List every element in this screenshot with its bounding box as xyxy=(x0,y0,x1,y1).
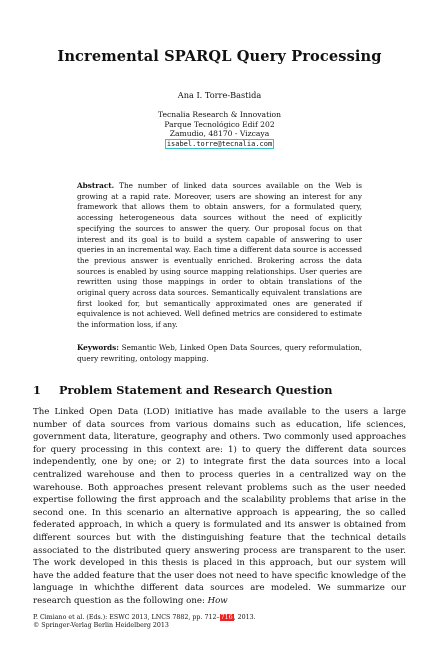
keywords xyxy=(77,343,362,364)
citation-line: P. Cimiano et al. (Eds.): ESWC 2013, LNCS 7882, pp. 712–716, 2013. xyxy=(33,614,256,621)
section-title: Problem Statement and Research Question xyxy=(59,383,333,397)
affiliation-line: Zamudio, 48170 - Vizcaya xyxy=(169,129,270,139)
author-name: Ana I. Torre-Bastida xyxy=(177,90,262,100)
affiliation-line: Parque Tecnológico Edif 202 xyxy=(164,119,275,129)
section-heading xyxy=(33,383,413,397)
body-text-italic: How xyxy=(207,595,228,606)
keywords-text: Semantic Web, Linked Open Data Sources, query reformulation, query rewriting, ontology mapping. xyxy=(77,343,363,363)
copyright-line: © Springer-Verlag Berlin Heidelberg 2013 xyxy=(33,622,169,630)
affiliation xyxy=(0,110,439,149)
abstract xyxy=(77,181,362,331)
body-paragraph xyxy=(33,406,406,608)
author-email-link[interactable]: isabel.torre@tecnalia.com xyxy=(166,139,273,148)
section-number: 1 xyxy=(33,383,41,397)
page-number-link[interactable]: 716 xyxy=(220,614,233,621)
footer-citation xyxy=(33,614,413,630)
body-text: The Linked Open Data (LOD) initiative has made available to the users a large number of data sources from various domains such as education, life sciences, government data, literature, geography and others. Two commonly used approaches for query processing in this context are: 1) to query the different data sources independently, one by one; or 2) to integrate first the data sources into a local centralized warehouse and then to process queries in a centralized way on the warehouse. Both approaches present relevant problems such as the user needed expertise following the first approach and the scalability problems that arise in the second one. In this scenario an alternative approach is appearing, the so called federated approach, in which a query is formulated and its answer is obtained from different sources but with the distinguishing feature that the technical details associated to the distributed query answering process are transparent to the user. The work developed in this thesis is placed in this approach, but our system will have the added feature that the user does not need to have specific knowledge of the language in whichthe different data sources are modeled. We summarize our research question as the following one: xyxy=(33,407,406,606)
keywords-label: Keywords: xyxy=(77,343,119,352)
affiliation-line: Tecnalia Research & Innovation xyxy=(157,110,282,119)
paper-title: Incremental SPARQL Query Processing xyxy=(57,48,382,65)
abstract-text: The number of linked data sources available on the Web is growing at a rapid rate. Moreover, users are showing an interest for any framework that allows them to obtain answers, for a formulated query, accessing heterogeneous data sources without the need of explicitly specifying the sources to answer the query. Our proposal focus on that interest and its goal is to build a system capable of answering to user queries in an incremental way. Each time a different data source is accessed the previous answer is eventually enriched. Brokering across the data sources is enabled by using source mapping relationships. User queries are rewritten using those mappings in order to obtain translations of the original query across data sources. Semantically equivalent translations are first looked for, but semantically approximated ones are generated if equivalence is not achieved. Well defined metrics are considered to estimate the information loss, if any. xyxy=(77,181,362,330)
abstract-label: Abstract. xyxy=(77,181,115,190)
